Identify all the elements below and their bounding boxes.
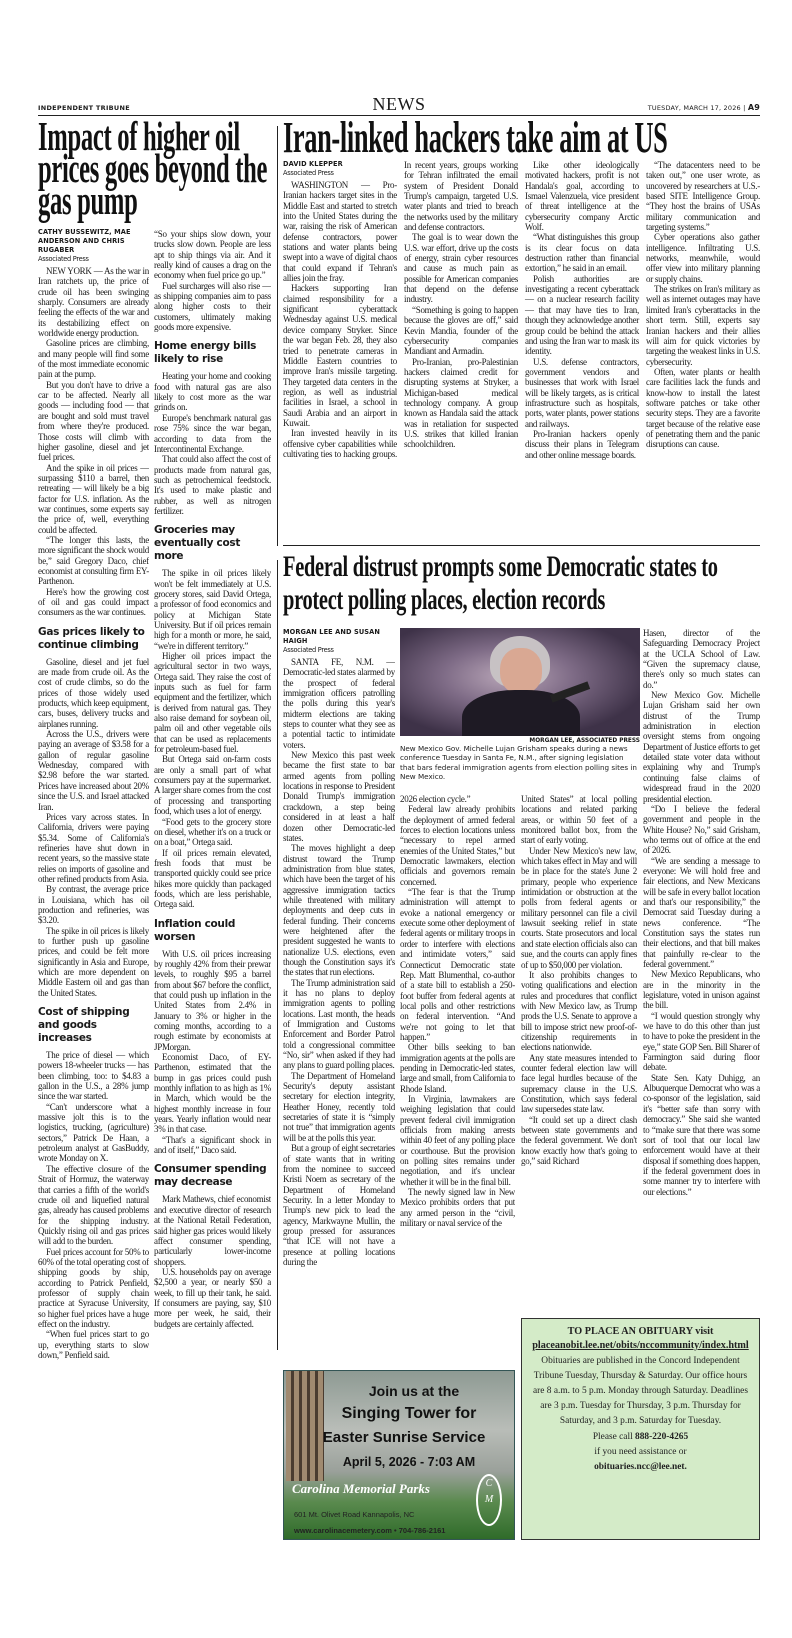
grisham-photo [400, 628, 640, 736]
page-number: A9 [747, 103, 760, 112]
paragraph: The strikes on Iran's military as well as internet outages may have limited Iran's cyberattacks in the short term. Still, experts say Iranian hackers and their allies will aim for quick victories by targeting the weakest links in U.S. cybersecurity. [646, 284, 760, 367]
paragraph: SANTA FE, N.M. — Democratic-led states alarmed by the prospect of federal immigration officers patrolling the polls during this year's midterm elections are taking steps to counter what they see as a potential tactic to intimidate voters. [283, 657, 395, 750]
column-divider [277, 560, 278, 1350]
ad-address: 601 Mt. Olivet Road Kannapolis, NC [294, 1510, 415, 1519]
paragraph: “I would question strongly why we have to do this other than just to have to poke the president in the eye,” state GOP Sen. Bill Sharer of Farmington said during floor debate. [643, 1010, 760, 1073]
paragraph: Europe's benchmark natural gas rose 75% since the war began, according to data from the Intercontinental Exchange. [154, 412, 271, 454]
paragraph: Other bills seeking to ban immigration agents at the polls are pending in Democratic-led states, large and small, from California to Rhode Island. [400, 1042, 515, 1094]
obituary-body: Obituaries are published in the Concord Independent Tribune Tuesday, Thursday & Saturday. Our office hours are 8 a.m. to 5 p.m. Monday through Saturday. Deadlines are 3 p.m. Tuesday for Thursday, 3 p.m. Thursday for Saturday, and 3 p.m. Saturday for Tuesday. [533, 1355, 748, 1427]
paragraph: Heating your home and cooking food with natural gas are also likely to cost more as the war grinds on. [154, 371, 271, 413]
photo-credit: MORGAN LEE, ASSOCIATED PRESS [529, 738, 640, 744]
paragraph: The Trump administration said it has no plans to deploy immigration agents to polling locations. Last month, the heads of Immigration and Customs Enforcement and Border Patrol told a congressional committee “No, sir” when asked if they had any plans to guard polling places. [283, 977, 395, 1071]
column-divider [277, 126, 278, 546]
paragraph: WASHINGTON — Pro-Iranian hackers target sites in the Middle East and started to stretch into the United States during the war, raising the risk of American defense contractors, power stations and water plants being swept into a wave of digital chaos that could expand if Tehran's allies join the fray. [283, 180, 397, 284]
polls-agency: Associated Press [283, 646, 334, 654]
ad-line-3: Easter Sunrise Service [322, 1429, 486, 1446]
paragraph: But Ortega said on-farm costs are only a small part of what consumers pay at the supermarket. A larger share comes from the cost of processing and transporting food, which uses a lot of energy. [154, 754, 271, 817]
carolina-memorial-parks-ad[interactable] [283, 1370, 515, 1540]
oil-article-headline: Impact of higher oil prices goes beyond the gas pump [38, 113, 268, 223]
paragraph: Federal law already prohibits the deployment of armed federal forces to election locations unless “necessary to repel armed enemies of the United States,” but Democratic lawmakers, election officials and governors remain concerned. [400, 804, 515, 887]
paragraph: By contrast, the average price in Louisiana, which has oil production and refineries, was $3.20. [38, 884, 149, 926]
polls-column-2 [400, 794, 515, 1360]
polls-column-1 [283, 628, 395, 1360]
obituary-email[interactable]: obituaries.ncc@lee.net. [594, 1461, 687, 1472]
paragraph-continued: 2026 election cycle.” [400, 794, 471, 804]
paragraph: Any state measures intended to counter federal election law will face legal hurdles because of the supremacy clause in the U.S. Constitution, which says federal law supersedes state law. [521, 1052, 637, 1115]
section-divider [283, 545, 760, 546]
hackers-headline: Iran-linked hackers take aim at US [283, 113, 668, 162]
paragraph: “We are sending a message to everyone: We will hold free and fair elections, and New Mexicans will be safe in every ballot location and that's our responsibility,” the Democrat said Tuesday during a news conference. “The Constitution says the states run their elections, and that bill makes that painfully re-clear to the federal government.” [643, 855, 760, 969]
paragraph: “Can't underscore what a massive jolt this is to the logistics, trucking, (agriculture) sectors,” Patrick De Haan, a petroleum analyst at GasBuddy, wrote Monday on X. [38, 1101, 149, 1164]
paragraph: Prices vary across states. In California, drivers were paying $5.34. Some of California's refineries have shut down in recent years, so the massive state relies on imports of gasoline and other refined products from Asia. [38, 811, 149, 884]
ad-date: April 5, 2026 - 7:03 AM [342, 1455, 476, 1469]
subheading: Cost of shipping and goods increases [38, 1006, 130, 1045]
subheading: Inflation could worsen [154, 917, 236, 943]
oil-column-1 [38, 228, 149, 1542]
paragraph: Like other ideologically motivated hackers, profit is not Handala's goal, according to Ismael Valenzuela, vice president of threat intelligence at the cybersecurity company Arctic Wolf. [525, 160, 639, 233]
polls-column-4 [643, 628, 760, 1294]
photo-caption: New Mexico Gov. Michelle Lujan Grisham speaks during a news conference Tuesday in Santa Fe, N.M., after signing legislation that bars federal immigration agents from election polling sites in New Mexico. [400, 744, 637, 782]
paragraph: “Do I believe the federal government and people in the White House? No,” said Grisham, who terms out of office at the end of 2026. [643, 803, 760, 856]
paragraph: Polish authorities are investigating a recent cyberattack — on a nuclear research facility — that may have ties to Iran, though they acknowledge another group could be behind the attack and using the Iran war to mask its identity. [525, 273, 639, 357]
photo-subject-face [500, 648, 542, 694]
paragraph: New Mexico Republicans, who are in the minority in the legislature, voted in unison against the bill. [643, 969, 760, 1011]
paragraph: Cyber operations also gather intelligence. Infiltrating U.S. networks, meanwhile, would offer view into military planning or supply chains. [646, 232, 760, 284]
paragraph: New Mexico this past week became the first state to bar armed agents from polling locations in response to President Donald Trump's immigration crackdown, a step being considered in at least a half dozen other Democratic-led states. [283, 750, 395, 843]
paragraph: “The datacenters need to be taken out,” one user wrote, as uncovered by researchers at U.S.-based SITE Intelligence Group. “They host the brains of USAs military communication and targeting systems.” [646, 160, 760, 233]
paragraph: Often, water plants or health care facilities lack the funds and know-how to install the latest software patches or take other security steps. They are a favorite target because of the relative ease of penetrating them and the panic disruptions can cause. [646, 366, 760, 450]
paragraph: The moves highlight a deep distrust toward the Trump administration from blue states, which have been the target of his aggressive immigration tactics while threatened with military deployments and deep cuts in federal funding. Their concerns were heightened after the president suggested he wants to nationalize U.S. elections, even though the Constitution says it's the states that run elections. [283, 843, 395, 978]
cmp-logo: C M [476, 1474, 502, 1526]
paragraph: Hackers supporting Iran claimed responsibility for a significant cyberattack Wednesday against U.S. medical device company Stryker. Since the war began Feb. 28, they also tried to penetrate cameras in Middle Eastern countries to improve Iran's missile targeting. They targeted data centers in the region, as well as industrial facilities in Israel, a school in Saudi Arabia and an airport in Kuwait. [283, 283, 397, 428]
paragraph: “Something is going to happen because the gloves are off,” said Kevin Mandia, founder of the cybersecurity companies Mandiant and Armadin. [404, 304, 518, 357]
issue-date: TUESDAY, MARCH 17, 2026 | [647, 104, 746, 112]
paragraph: NEW YORK — As the war in Iran ratchets up, the price of crude oil has been swinging sharply. Consumers are already feeling the effects of the war and its destabilizing effect on worldwide energy production. [38, 266, 149, 339]
polls-column-3 [521, 794, 637, 1294]
paragraph: Across the U.S., drivers were paying an average of $3.58 for a gallon of regular gasoline Wednesday, compared with $2.98 before the war started. Prices have increased about 20% since the U.S. and Israel attacked Iran. [38, 729, 149, 812]
paragraph: New Mexico Gov. Michelle Lujan Grisham said her own distrust of the Trump administration in election oversight stems from ongoing Department of Justice efforts to get detailed state voter data without explaining why and Trump's continuing false claims of widespread fraud in the 2020 presidential election. [643, 690, 760, 804]
paragraph: “That's a significant shock in and of itself,” Daco said. [154, 1134, 271, 1156]
polls-byline: MORGAN LEE AND SUSAN HAIGH [283, 628, 380, 645]
hackers-headline-box [283, 113, 760, 162]
obituary-phone[interactable]: 888-220-4265 [635, 1431, 689, 1442]
paragraph: The spike in oil prices likely won't be felt immediately at U.S. grocery stores, said David Ortega, a professor of food economics and policy at Michigan State University. But if oil prices remain high for a month or more, he said, “we're in different territory.” [154, 568, 271, 651]
date-page [648, 103, 760, 112]
polls-headline: Federal distrust prompts some Democratic states to protect polling places, election records [283, 550, 718, 616]
paragraph: Iran invested heavily in its offensive cyber capabilities while cultivating ties to hacking groups. In recent years, groups working for Tehran infiltrated the email system of President Donald Trump's campaign, targeted U.S. water plants and tried to breach the networks used by the military and defense contractors. [283, 160, 518, 459]
paragraph: But a group of eight secretaries of state wants that in writing from the nominee to succeed Kristi Noem as secretary of the Department of Homeland Security. In a letter Monday to Trump's new pick to lead the agency, Markwayne Mullin, the group pressed for assurances “that ICE will not have a presence at polling locations during the [283, 1143, 395, 1267]
obituary-heading: TO PLACE AN OBITUARY visit [567, 1326, 714, 1337]
subheading: Groceries may eventually cost more [154, 524, 241, 563]
ad-brand: Carolina Memorial Parks [292, 1481, 430, 1496]
paragraph: The effective closure of the Strait of Hormuz, the waterway that carries a fifth of the world's crude oil and liquefied natural gas, already has caused problems for the shipping industry. Quickly rising oil and gas prices will add to the burden. [38, 1163, 149, 1247]
obituary-link[interactable]: placeanobit.lee.net/obits/nccommunity/index.html [532, 1340, 749, 1351]
paragraph: “What distinguishes this group is its clear focus on data destruction rather than financial extortion,” he said in an email. [525, 232, 639, 274]
obituary-notice-box [521, 1318, 760, 1540]
photo-caption-box [400, 736, 640, 782]
paragraph: Gasoline prices are climbing, and many people will find some of the most immediate economic pain at the pump. [38, 338, 149, 380]
paragraph: The spike in oil prices is likely to further push up gasoline prices, and could be felt more significantly in Asia and Europe, which are more dependent on Middle Eastern oil and gas than the United States. [38, 925, 149, 998]
paragraph: U.S. defense contractors, government vendors and businesses that work with Israel will be likely targets, as is critical infrastructure such as hospitals, ports, water plants, power stations and railways. [525, 356, 639, 429]
paragraph: With U.S. oil prices increasing by roughly 42% from their prewar levels, to roughly $95 a barrel from about $67 before the conflict, that could push up inflation in the United States from 2.4% in January to 3% or higher in the coming months, according to a rough estimate by economists at JPMorgan. [154, 948, 271, 1052]
call-label: Please call [592, 1431, 633, 1442]
section-name: NEWS [372, 94, 426, 114]
paragraph: The price of diesel — which powers 18-wheeler trucks — has been climbing, too: to $4.83 a gallon in the U.S., a 28% jump since the war started. [38, 1050, 149, 1102]
ad-line-1: Join us at the [368, 1383, 460, 1399]
paragraph: It also prohibits changes to voting qualifications and election rules and procedures that conflict with New Mexico law, as Trump prods the U.S. Senate to approve a bill to impose strict new proof-of-citizenship requirements in elections nationwide. [521, 969, 637, 1053]
paragraph: “When fuel prices start to go up, everything starts to slow down,” Penfield said. [38, 1329, 149, 1360]
paragraph: In Virginia, lawmakers are weighing legislation that could prevent federal civil immigration officials from making arrests within 40 feet of any polling place or courthouse. But the provision on polling sites remains under negotiation, and it's unclear whether it will be in the final bill. [400, 1093, 515, 1187]
newspaper-name: INDEPENDENT TRIBUNE [38, 104, 130, 112]
paragraph: If oil prices remain elevated, fresh foods that must be transported quickly could see price hikes more quickly than packaged foods, which are less perishable, Ortega said. [154, 847, 271, 910]
oil-article-headline-box [38, 113, 272, 223]
ad-website-phone[interactable]: www.carolinacemetery.com • 704-786-2161 [294, 1526, 446, 1535]
paragraph: Here's how the growing cost of oil and gas could impact consumers as the war continues. [38, 586, 149, 618]
subheading: Home energy bills likely to rise [154, 340, 257, 366]
paragraph-continued: United States” at local polling locations and related parking areas, or within 50 feet of a monitored ballot box, from the start of early voting. [521, 794, 637, 846]
obituary-call [528, 1430, 753, 1445]
paragraph: The Department of Homeland Security's deputy assistant secretary for election integrity, Heather Honey, recently told secretaries of state it is “simply not true” that immigration agents will be at the polls this year. [283, 1070, 395, 1143]
hackers-body [283, 160, 760, 536]
paragraph: Higher oil prices impact the agricultural sector in two ways, Ortega said. They raise the cost of inputs such as fuel for farm equipment and the fertilizer, which is derived from natural gas. They also raise demand for soybean oil, palm oil and other vegetable oils that can be used as replacements for petroleum-based fuel. [154, 651, 271, 755]
paragraph: And the spike in oil prices — surpassing $110 a barrel, then retreating — will likely be a big factor for U.S. inflation. As the war continues, some experts say the price of, well, everything could be affected. [38, 462, 149, 535]
oil-agency: Associated Press [38, 255, 89, 263]
subheading: Gas prices likely to continue climbing [38, 625, 145, 651]
microphone [550, 681, 590, 702]
paragraph: Pro-Iranian hackers openly discuss their plans in Telegram and other online message boards. [525, 428, 639, 460]
paragraph: “Food gets to the grocery store on diesel, whether it's on a truck or on a boat,” Ortega said. [154, 816, 271, 848]
paragraph: Gasoline, diesel and jet fuel are made from crude oil. As the cost of crude climbs, so do the prices of those widely used products, which keep equipment, cars, buses, delivery trucks and airplanes running. [38, 656, 149, 729]
oil-column-2 [154, 229, 271, 1542]
paragraph: The newly signed law in New Mexico prohibits orders that put any armed person in the “civil, military or naval service of the [400, 1187, 515, 1229]
paragraph: “The fear is that the Trump administration will attempt to evoke a national emergency or execute some other deployment of federal agents or military troops in order to interfere with elections and intimidate voters,” said Connecticut Democratic state Rep. Matt Blumenthal, co-author of a state bill to establish a 250-foot buffer from federal agents at local polls and other restrictions on federal intervention. “And we're not going to let that happen.” [400, 887, 515, 1042]
obituary-assist: if you need assistance or [594, 1446, 687, 1457]
paragraph: “It could set up a direct clash between state governments and the federal government. We don't know exactly how that's going to go,” said Richard [521, 1114, 637, 1167]
subheading: Consumer spending may decrease [154, 1163, 267, 1189]
paragraph: The goal is to wear down the U.S. war effort, drive up the costs of energy, strain cyber resources and cause as much pain as possible for American companies that depend on the defense industry. [404, 232, 518, 305]
paragraph: U.S. households pay on average $2,500 a year, or nearly $50 a week, to fill up their tank, he said. If consumers are paying, say, $10 more per week, he said, their budgets are certainly affected. [154, 1266, 271, 1329]
hackers-byline: DAVID KLEPPER [283, 160, 343, 168]
hackers-agency: Associated Press [283, 169, 334, 177]
polls-headline-box [283, 550, 760, 622]
paragraph: Fuel surcharges will also rise — as shipping companies aim to pass along higher costs to their customers, ultimately making goods more expensive. [154, 280, 271, 333]
paragraph: Fuel prices account for 50% to 60% of the total operating cost of shipping goods by ship, according to Patrick Penfield, professor of supply chain practice at Syracuse University, so higher fuel prices have a huge effect on the industry. [38, 1246, 149, 1329]
paragraph-continued: Hasen, director of the Safeguarding Democracy Project at the UCLA School of Law. “Given the supremacy clause, there's only so much states can do.” [643, 628, 760, 690]
paragraph: “The longer this lasts, the more significant the shock would be,” said Gregory Daco, chief economist at consulting firm EY-Parthenon. [38, 534, 149, 587]
paragraph: Mark Mathews, chief economist and executive director of research at the National Retail Federation, said higher gas prices would likely affect consumer spending, particularly lower-income shoppers. [154, 1194, 271, 1267]
oil-byline: CATHY BUSSEWITZ, MAE ANDERSON AND CHRIS RUGABER [38, 228, 131, 254]
paragraph-continued: “So your ships slow down, your trucks slow down. People are less apt to ship things via air. And it really kind of causes a drag on the economy when fuel price go up.” [154, 229, 271, 281]
paragraph: But you don't have to drive a car to be affected. Nearly all goods — including food — that are bought and sold must travel from where they're produced. Those costs will climb with higher gasoline, diesel and jet fuel prices. [38, 379, 149, 463]
paragraph: State Sen. Katy Duhigg, an Albuquerque Democrat who was a co-sponsor of the legislation, said it's “better safe than sorry with democracy.” She said she wanted to “make sure that there was some sort of tool that our local law enforcement would have at their disposal if something does happen, if the federal government does in some manner try to interfere with our elections.” [643, 1072, 760, 1197]
ad-line-2: Singing Tower for [341, 1405, 477, 1422]
paragraph: Pro-Iranian, pro-Palestinian hackers claimed credit for disrupting systems at Stryker, a Michigan-based medical technology company. A group known as Handala said the attack was in retaliation for suspected U.S. strikes that killed Iranian schoolchildren. [404, 356, 518, 450]
paragraph: That could also affect the cost of products made from natural gas, such as petrochemical feedstock. It's used to make plastic and rubber, as well as nitrogen fertilizer. [154, 454, 271, 516]
paragraph: Economist Daco, of EY-Parthenon, estimated that the bump in gas prices could push monthly inflation to as high as 1% in March, which would be the highest monthly increase in four years. Yearly inflation would near 3% in that case. [154, 1052, 271, 1135]
paragraph: Under New Mexico's new law, which takes effect in May and will be in place for the state's June 2 primary, people who experience intimidation or obstruction at the polls from federal agents or military personnel can file a civil lawsuit seeking relief in state courts. State prosecutors and local and state election officials also can sue, and the courts can apply fines of up to $50,000 per violation. [521, 845, 637, 970]
